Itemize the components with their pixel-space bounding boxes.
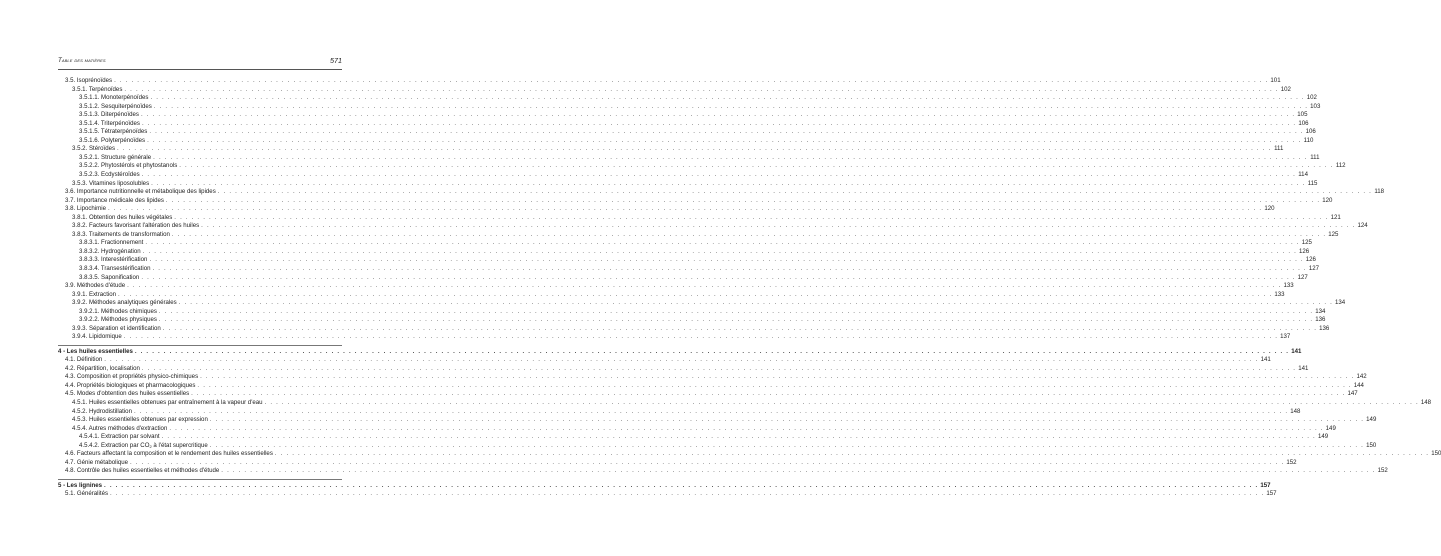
dot-leader: . . . . . . . . . . . . . . . . . . . . . . . . . . . . . . . . . . . . . . . . . . . . . . . . . . . . . . . . . . . . . . . . . . . . . . . . . . . . . . . . . . . . . . . . . . . . . . . . . . . . . . . . . . . . . . . . . . . . . . . . . . . . . . . . . . . . . . . . . . . . . . . . . . . . . . . . . . . . . . . . . . . . . . . . . . . . . . . . . . . . . . . . . . . . . . . . . . . . . . . .	[162, 324, 1318, 332]
toc-entry-page: 114	[1298, 171, 1308, 179]
dot-leader: . . . . . . . . . . . . . . . . . . . . . . . . . . . . . . . . . . . . . . . . . . . . . . . . . . . . . . . . . . . . . . . . . . . . . . . . . . . . . . . . . . . . . . . . . . . . . . . . . . . . . . . . . . . . . . . . . . . . . . . . . . . . . . . . . . . . . . . . . . . . . . . . . . . . . . . . . . . . . . . . . . . . . . . . . . . . . . . . . . . . . . . . . . . . . . . . . . . . . . . .	[179, 162, 1334, 170]
toc-entry-page: 112	[1335, 162, 1346, 170]
toc-entry[interactable]	[58, 441, 1377, 451]
toc-entry-label: 4.5.4.1. Extraction par solvant	[79, 433, 160, 441]
dot-leader: . . . . . . . . . . . . . . . . . . . . . . . . . . . . . . . . . . . . . . . . . . . . . . . . . . . . . . . . . . . . . . . . . . . . . . . . . . . . . . . . . . . . . . . . . . . . . . . . . . . . . . . . . . . . . . . . . . . . . . . . . . . . . . . . . . . . . . . . . . . . . . . . . . . . . . . . . . . . . . . . . . . . . . . . . . . . . . . . . . . . . . . . . . . . . . . . . . . . . . . .	[200, 373, 1355, 381]
toc-entry-page: 121	[1330, 213, 1341, 221]
dot-leader: . . . . . . . . . . . . . . . . . . . . . . . . . . . . . . . . . . . . . . . . . . . . . . . . . . . . . . . . . . . . . . . . . . . . . . . . . . . . . . . . . . . . . . . . . . . . . . . . . . . . . . . . . . . . . . . . . . . . . . . . . . . . . . . . . . . . . . . . . . . . . . . . . . . . . . . . . . . . . . . . . . . . . . . . . . . . . . . . . . . . . . . . . . . . . . . . . . . . . . . .	[130, 458, 1285, 466]
toc-entry[interactable]	[58, 162, 1346, 171]
dot-leader: . . . . . . . . . . . . . . . . . . . . . . . . . . . . . . . . . . . . . . . . . . . . . . . . . . . . . . . . . . . . . . . . . . . . . . . . . . . . . . . . . . . . . . . . . . . . . . . . . . . . . . . . . . . . . . . . . . . . . . . . . . . . . . . . . . . . . . . . . . . . . . . . . . . . . . . . . . . . . . . . . . . . . . . . . . . . . . . . . . . . . . . . . . . . . . . . . . . . . . . .	[134, 347, 1290, 355]
toc-entry-page: 142	[1356, 373, 1367, 381]
toc-entry-page: 147	[1347, 390, 1358, 398]
toc-entry[interactable]	[58, 364, 1309, 374]
toc-entry[interactable]	[58, 399, 1432, 408]
toc-entry[interactable]	[58, 230, 1339, 240]
toc-entry-page: 152	[1286, 458, 1297, 466]
toc-entry-label: 4.5. Modes d'obtention des huiles essentielles	[65, 390, 190, 398]
toc-entry-page: 103	[1310, 102, 1321, 110]
toc-entry[interactable]	[58, 490, 1277, 499]
dot-leader: . . . . . . . . . . . . . . . . . . . . . . . . . . . . . . . . . . . . . . . . . . . . . . . . . . . . . . . . . . . . . . . . . . . . . . . . . . . . . . . . . . . . . . . . . . . . . . . . . . . . . . . . . . . . . . . . . . . . . . . . . . . . . . . . . . . . . . . . . . . . . . . . . . . . . . . . . . . . . . . . . . . . . . . . . . . . . . . . . . . . . . . . . . . . . . . . . . . . . . . .	[191, 390, 1346, 398]
dot-leader: . . . . . . . . . . . . . . . . . . . . . . . . . . . . . . . . . . . . . . . . . . . . . . . . . . . . . . . . . . . . . . . . . . . . . . . . . . . . . . . . . . . . . . . . . . . . . . . . . . . . . . . . . . . . . . . . . . . . . . . . . . . . . . . . . . . . . . . . . . . . . . . . . . . . . . . . . . . . . . . . . . . . . . . . . . . . . . . . . . . . . . . . . . . . . . . . . . . . . . . .	[145, 239, 1300, 247]
dot-leader: . . . . . . . . . . . . . . . . . . . . . . . . . . . . . . . . . . . . . . . . . . . . . . . . . . . . . . . . . . . . . . . . . . . . . . . . . . . . . . . . . . . . . . . . . . . . . . . . . . . . . . . . . . . . . . . . . . . . . . . . . . . . . . . . . . . . . . . . . . . . . . . . . . . . . . . . . . . . . . . . . . . . . . . . . . . . . . . . . . . . . . . . . . . . . . . . . . . . . . . .	[114, 77, 1269, 84]
toc-entry-label: 3.5.2.1. Structure générale	[79, 153, 152, 161]
toc-entry-page: 127	[1297, 273, 1308, 281]
toc-entry-label: 4.2. Répartition, localisation	[65, 364, 140, 372]
dot-leader: . . . . . . . . . . . . . . . . . . . . . . . . . . . . . . . . . . . . . . . . . . . . . . . . . . . . . . . . . . . . . . . . . . . . . . . . . . . . . . . . . . . . . . . . . . . . . . . . . . . . . . . . . . . . . . . . . . . . . . . . . . . . . . . . . . . . . . . . . . . . . . . . . . . . . . . . . . . . . . . . . . . . . . . . . . . . . . . . . . . . . . . . . . . . . . . . . . . . . . . .	[217, 188, 1373, 196]
toc-entry-page: 120	[1322, 196, 1333, 204]
dot-leader: . . . . . . . . . . . . . . . . . . . . . . . . . . . . . . . . . . . . . . . . . . . . . . . . . . . . . . . . . . . . . . . . . . . . . . . . . . . . . . . . . . . . . . . . . . . . . . . . . . . . . . . . . . . . . . . . . . . . . . . . . . . . . . . . . . . . . . . . . . . . . . . . . . . . . . . . . . . . . . . . . . . . . . . . . . . . . . . . . . . . . . . . . . . . . . . . . . . . . . . .	[171, 230, 1327, 238]
toc-entry-page: 111	[1274, 145, 1284, 153]
toc-entry-page: 144	[1353, 381, 1364, 389]
toc-entry[interactable]	[58, 239, 1312, 248]
section-divider	[58, 345, 342, 346]
toc-entry-page: 133	[1274, 290, 1285, 298]
dot-leader: . . . . . . . . . . . . . . . . . . . . . . . . . . . . . . . . . . . . . . . . . . . . . . . . . . . . . . . . . . . . . . . . . . . . . . . . . . . . . . . . . . . . . . . . . . . . . . . . . . . . . . . . . . . . . . . . . . . . . . . . . . . . . . . . . . . . . . . . . . . . . . . . . . . . . . . . . . . . . . . . . . . . . . . . . . . . . . . . . . . . . . . . . . . . . . . . . . . . . . . .	[141, 119, 1297, 127]
toc-entry[interactable]	[58, 128, 1316, 137]
toc-entry-label: 3.9.1. Extraction	[72, 290, 117, 298]
toc-entry[interactable]	[58, 450, 1441, 459]
toc-entry-label: 4.1. Définition	[65, 356, 103, 364]
dot-leader: . . . . . . . . . . . . . . . . . . . . . . . . . . . . . . . . . . . . . . . . . . . . . . . . . . . . . . . . . . . . . . . . . . . . . . . . . . . . . . . . . . . . . . . . . . . . . . . . . . . . . . . . . . . . . . . . . . . . . . . . . . . . . . . . . . . . . . . . . . . . . . . . . . . . . . . . . . . . . . . . . . . . . . . . . . . . . . . . . . . . . . . . . . . . . . . . . . . . . . . .	[149, 128, 1304, 136]
dot-leader: . . . . . . . . . . . . . . . . . . . . . . . . . . . . . . . . . . . . . . . . . . . . . . . . . . . . . . . . . . . . . . . . . . . . . . . . . . . . . . . . . . . . . . . . . . . . . . . . . . . . . . . . . . . . . . . . . . . . . . . . . . . . . . . . . . . . . . . . . . . . . . . . . . . . . . . . . . . . . . . . . . . . . . . . . . . . . . . . . . . . . . . . . . . . . . . . . . . . . . . .	[201, 222, 1356, 230]
toc-entry-page: 148	[1420, 399, 1432, 407]
toc-entry-label: 4.3. Composition et propriétés physico-chimiques	[65, 373, 199, 381]
toc-entry-page: 149	[1366, 416, 1377, 424]
toc-entry-page: 102	[1280, 85, 1291, 93]
toc-entry[interactable]	[58, 458, 1297, 468]
toc-entry[interactable]	[58, 433, 1329, 442]
toc-entry-page: 152	[1377, 467, 1388, 475]
page-header	[58, 57, 342, 70]
toc-entry[interactable]	[58, 282, 1294, 291]
dot-leader: . . . . . . . . . . . . . . . . . . . . . . . . . . . . . . . . . . . . . . . . . . . . . . . . . . . . . . . . . . . . . . . . . . . . . . . . . . . . . . . . . . . . . . . . . . . . . . . . . . . . . . . . . . . . . . . . . . . . . . . . . . . . . . . . . . . . . . . . . . . . . . . . . . . . . . . . . . . . . . . . . . . . . . . . . . . . . . . . . . . . . . . . . . . . . . . . . . . . . . . .	[147, 136, 1302, 144]
toc-entry-label: 3.6. Importance nutritionnelle et métabolique des lipides	[65, 188, 216, 196]
running-title: Table des matières	[58, 57, 106, 64]
toc-entry-page: 141	[1260, 356, 1271, 364]
dot-leader: . . . . . . . . . . . . . . . . . . . . . . . . . . . . . . . . . . . . . . . . . . . . . . . . . . . . . . . . . . . . . . . . . . . . . . . . . . . . . . . . . . . . . . . . . . . . . . . . . . . . . . . . . . . . . . . . . . . . . . . . . . . . . . . . . . . . . . . . . . . . . . . . . . . . . . . . . . . . . . . . . . . . . . . . . . . . . . . . . . . . . . . . . . . . . . . . . . . . . . . .	[158, 307, 1314, 315]
toc-entry-page: 134	[1315, 307, 1326, 315]
toc-entry-page: 133	[1283, 282, 1294, 290]
toc-entry[interactable]	[58, 273, 1308, 283]
toc-chapter-entry[interactable]	[58, 347, 1302, 357]
toc-entry-label: 3.8.3.2. Hydrogénation	[79, 247, 141, 255]
toc-entry[interactable]	[58, 265, 1319, 274]
toc-entry[interactable]	[58, 307, 1326, 317]
dot-leader: . . . . . . . . . . . . . . . . . . . . . . . . . . . . . . . . . . . . . . . . . . . . . . . . . . . . . . . . . . . . . . . . . . . . . . . . . . . . . . . . . . . . . . . . . . . . . . . . . . . . . . . . . . . . . . . . . . . . . . . . . . . . . . . . . . . . . . . . . . . . . . . . . . . . . . . . . . . . . . . . . . . . . . . . . . . . . . . . . . . . . . . . . . . . . . . . . . . . . . . .	[274, 450, 1430, 458]
toc-entry-label-tail: à l'état supercritique	[151, 441, 208, 449]
section-divider	[58, 479, 342, 480]
toc-entry-label: 3.5.1.6. Polyterpénoïdes	[79, 136, 146, 144]
toc-entry-label: 4.6. Facteurs affectant la composition et le rendement des huiles essentielles	[65, 450, 273, 458]
toc-entry-label: 3.5.1.5. Tétraterpénoïdes	[79, 128, 148, 136]
toc-entry-page: 106	[1298, 119, 1309, 127]
toc-entry-label: 3.5.2.2. Phytostérols et phytostanols	[79, 162, 178, 170]
toc-entry-page: 102	[1306, 94, 1317, 102]
toc-entry-label: 3.5.3. Vitamines liposolubles	[72, 179, 150, 187]
toc-entry-page: 125	[1328, 230, 1339, 238]
dot-leader: . . . . . . . . . . . . . . . . . . . . . . . . . . . . . . . . . . . . . . . . . . . . . . . . . . . . . . . . . . . . . . . . . . . . . . . . . . . . . . . . . . . . . . . . . . . . . . . . . . . . . . . . . . . . . . . . . . . . . . . . . . . . . . . . . . . . . . . . . . . . . . . . . . . . . . . . . . . . . . . . . . . . . . . . . . . . . . . . . . . . . . . . . . . . . . . . . . . . . . . .	[104, 356, 1259, 364]
toc-entry-label: 3.5.1.1. Monoterpénoïdes	[79, 94, 149, 102]
toc-entry-page: 157	[1260, 481, 1271, 489]
dot-leader: . . . . . . . . . . . . . . . . . . . . . . . . . . . . . . . . . . . . . . . . . . . . . . . . . . . . . . . . . . . . . . . . . . . . . . . . . . . . . . . . . . . . . . . . . . . . . . . . . . . . . . . . . . . . . . . . . . . . . . . . . . . . . . . . . . . . . . . . . . . . . . . . . . . . . . . . . . . . . . . . . . . . . . . . . . . . . . . . . . . . . . . . . . . . . . . . . . . . . . . .	[161, 433, 1316, 441]
toc-entry-page: 150	[1431, 450, 1441, 458]
dot-leader: . . . . . . . . . . . . . . . . . . . . . . . . . . . . . . . . . . . . . . . . . . . . . . . . . . . . . . . . . . . . . . . . . . . . . . . . . . . . . . . . . . . . . . . . . . . . . . . . . . . . . . . . . . . . . . . . . . . . . . . . . . . . . . . . . . . . . . . . . . . . . . . . . . . . . . . . . . . . . . . . . . . . . . . . . . . . . . . . . . . . . . . . . . . . . . . . . . . . . . . .	[153, 102, 1309, 110]
toc-entry-label: 4.5.4.2. Extraction par $CO_2$ à l'état supercritique	[79, 441, 208, 449]
dot-leader: . . . . . . . . . . . . . . . . . . . . . . . . . . . . . . . . . . . . . . . . . . . . . . . . . . . . . . . . . . . . . . . . . . . . . . . . . . . . . . . . . . . . . . . . . . . . . . . . . . . . . . . . . . . . . . . . . . . . . . . . . . . . . . . . . . . . . . . . . . . . . . . . . . . . . . . . . . . . . . . . . . . . . . . . . . . . . . . . . . . . . . . . . . . . . . . . . . . . . . . .	[153, 153, 1308, 161]
toc-entry-label: 3.9.2.1. Méthodes chimiques	[79, 307, 157, 315]
dot-leader: . . . . . . . . . . . . . . . . . . . . . . . . . . . . . . . . . . . . . . . . . . . . . . . . . . . . . . . . . . . . . . . . . . . . . . . . . . . . . . . . . . . . . . . . . . . . . . . . . . . . . . . . . . . . . . . . . . . . . . . . . . . . . . . . . . . . . . . . . . . . . . . . . . . . . . . . . . . . . . . . . . . . . . . . . . . . . . . . . . . . . . . . . . . . . . . . . . . . . . . .	[150, 94, 1305, 102]
toc-entry[interactable]	[58, 247, 1310, 257]
toc-entry[interactable]	[58, 381, 1364, 391]
toc-entry-label: 3.8.2. Facteurs favorisant l'altération des huiles	[72, 222, 200, 230]
toc-entry[interactable]	[58, 316, 1326, 325]
dot-leader: . . . . . . . . . . . . . . . . . . . . . . . . . . . . . . . . . . . . . . . . . . . . . . . . . . . . . . . . . . . . . . . . . . . . . . . . . . . . . . . . . . . . . . . . . . . . . . . . . . . . . . . . . . . . . . . . . . . . . . . . . . . . . . . . . . . . . . . . . . . . . . . . . . . . . . . . . . . . . . . . . . . . . . . . . . . . . . . . . . . . . . . . . . . . . . . . . . . . . . . .	[118, 290, 1273, 298]
toc-entry-label: 3.5.1.2. Sesquiterpénoïdes	[79, 102, 152, 110]
toc-entry[interactable]	[58, 416, 1377, 425]
dot-leader: . . . . . . . . . . . . . . . . . . . . . . . . . . . . . . . . . . . . . . . . . . . . . . . . . . . . . . . . . . . . . . . . . . . . . . . . . . . . . . . . . . . . . . . . . . . . . . . . . . . . . . . . . . . . . . . . . . . . . . . . . . . . . . . . . . . . . . . . . . . . . . . . . . . . . . . . . . . . . . . . . . . . . . . . . . . . . . . . . . . . . . . . . . . . . . . . . . . . . . . .	[149, 256, 1304, 264]
toc-entry[interactable]	[58, 324, 1330, 334]
toc-chapter-entry[interactable]	[58, 481, 1271, 491]
toc-entry-page: 149	[1325, 424, 1336, 432]
toc-entry-page: 136	[1319, 324, 1330, 332]
dot-leader: . . . . . . . . . . . . . . . . . . . . . . . . . . . . . . . . . . . . . . . . . . . . . . . . . . . . . . . . . . . . . . . . . . . . . . . . . . . . . . . . . . . . . . . . . . . . . . . . . . . . . . . . . . . . . . . . . . . . . . . . . . . . . . . . . . . . . . . . . . . . . . . . . . . . . . . . . . . . . . . . . . . . . . . . . . . . . . . . . . . . . . . . . . . . . . . . . . . . . . . .	[197, 381, 1352, 389]
toc-entry-label: 4.5.2. Hydrodistillation	[72, 407, 132, 415]
toc-entry[interactable]	[58, 136, 1314, 146]
toc-entry-label: 4.5.4. Autres méthodes d'extraction	[72, 424, 168, 432]
toc-entry-label: 3.8.3.4. Transestérification	[79, 265, 151, 273]
toc-entry[interactable]	[58, 85, 1291, 95]
toc-entry-label: 4.5.1. Huiles essentielles obtenues par entraînement à la vapeur d'eau	[72, 399, 263, 407]
dot-leader: . . . . . . . . . . . . . . . . . . . . . . . . . . . . . . . . . . . . . . . . . . . . . . . . . . . . . . . . . . . . . . . . . . . . . . . . . . . . . . . . . . . . . . . . . . . . . . . . . . . . . . . . . . . . . . . . . . . . . . . . . . . . . . . . . . . . . . . . . . . . . . . . . . . . . . . . . . . . . . . . . . . . . . . . . . . . . . . . . . . . . . . . . . . . . . . . . . . . . . . .	[141, 273, 1296, 281]
toc-entry-subscript: 2	[149, 443, 152, 449]
toc-entry-page: 101	[1270, 77, 1281, 84]
dot-leader: . . . . . . . . . . . . . . . . . . . . . . . . . . . . . . . . . . . . . . . . . . . . . . . . . . . . . . . . . . . . . . . . . . . . . . . . . . . . . . . . . . . . . . . . . . . . . . . . . . . . . . . . . . . . . . . . . . . . . . . . . . . . . . . . . . . . . . . . . . . . . . . . . . . . . . . . . . . . . . . . . . . . . . . . . . . . . . . . . . . . . . . . . . . . . . . . . . . . . . . .	[178, 299, 1334, 307]
toc-entry-page: 125	[1301, 239, 1312, 247]
toc-entry-label: 3.5.1. Terpénoïdes	[72, 85, 123, 93]
toc-entry-label: 3.8.3. Traitements de transformation	[72, 230, 170, 238]
toc-entry-label: 4.8. Contrôle des huiles essentielles et méthodes d'étude	[65, 467, 220, 475]
toc-entry-label: 3.8. Lipochimie	[65, 205, 106, 213]
toc-entry-label: 5 - Les lignines	[58, 481, 103, 489]
dot-leader: . . . . . . . . . . . . . . . . . . . . . . . . . . . . . . . . . . . . . . . . . . . . . . . . . . . . . . . . . . . . . . . . . . . . . . . . . . . . . . . . . . . . . . . . . . . . . . . . . . . . . . . . . . . . . . . . . . . . . . . . . . . . . . . . . . . . . . . . . . . . . . . . . . . . . . . . . . . . . . . . . . . . . . . . . . . . . . . . . . . . . . . . . . . . . . . . . . . . . . . .	[108, 205, 1263, 213]
toc-entry-page: 157	[1266, 490, 1277, 498]
toc-entry[interactable]	[58, 111, 1308, 120]
toc-entry-label: 3.9.2.2. Méthodes physiques	[79, 316, 157, 324]
toc-entry-page: 141	[1291, 347, 1302, 355]
toc-entry[interactable]	[58, 171, 1308, 180]
toc-entry-page: 118	[1374, 188, 1385, 196]
toc-entry-page: 127	[1308, 265, 1319, 273]
dot-leader: . . . . . . . . . . . . . . . . . . . . . . . . . . . . . . . . . . . . . . . . . . . . . . . . . . . . . . . . . . . . . . . . . . . . . . . . . . . . . . . . . . . . . . . . . . . . . . . . . . . . . . . . . . . . . . . . . . . . . . . . . . . . . . . . . . . . . . . . . . . . . . . . . . . . . . . . . . . . . . . . . . . . . . . . . . . . . . . . . . . . . . . . . . . . . . . . . . . . . . . .	[140, 111, 1296, 119]
toc-entry-label: 3.8.1. Obtention des huiles végétales	[72, 213, 173, 221]
dot-leader: . . . . . . . . . . . . . . . . . . . . . . . . . . . . . . . . . . . . . . . . . . . . . . . . . . . . . . . . . . . . . . . . . . . . . . . . . . . . . . . . . . . . . . . . . . . . . . . . . . . . . . . . . . . . . . . . . . . . . . . . . . . . . . . . . . . . . . . . . . . . . . . . . . . . . . . . . . . . . . . . . . . . . . . . . . . . . . . . . . . . . . . . . . . . . . . . . . . . . . . .	[264, 399, 1419, 407]
toc-entry[interactable]	[58, 290, 1285, 300]
toc-entry[interactable]	[58, 213, 1341, 223]
toc-entry-label: 3.8.3.1. Fractionnement	[79, 239, 144, 247]
dot-leader: . . . . . . . . . . . . . . . . . . . . . . . . . . . . . . . . . . . . . . . . . . . . . . . . . . . . . . . . . . . . . . . . . . . . . . . . . . . . . . . . . . . . . . . . . . . . . . . . . . . . . . . . . . . . . . . . . . . . . . . . . . . . . . . . . . . . . . . . . . . . . . . . . . . . . . . . . . . . . . . . . . . . . . . . . . . . . . . . . . . . . . . . . . . . . . . . . . . . . . . .	[142, 247, 1297, 255]
dot-leader: . . . . . . . . . . . . . . . . . . . . . . . . . . . . . . . . . . . . . . . . . . . . . . . . . . . . . . . . . . . . . . . . . . . . . . . . . . . . . . . . . . . . . . . . . . . . . . . . . . . . . . . . . . . . . . . . . . . . . . . . . . . . . . . . . . . . . . . . . . . . . . . . . . . . . . . . . . . . . . . . . . . . . . . . . . . . . . . . . . . . . . . . . . . . . . . . . . . . . . . .	[209, 441, 1365, 449]
dot-leader: . . . . . . . . . . . . . . . . . . . . . . . . . . . . . . . . . . . . . . . . . . . . . . . . . . . . . . . . . . . . . . . . . . . . . . . . . . . . . . . . . . . . . . . . . . . . . . . . . . . . . . . . . . . . . . . . . . . . . . . . . . . . . . . . . . . . . . . . . . . . . . . . . . . . . . . . . . . . . . . . . . . . . . . . . . . . . . . . . . . . . . . . . . . . . . . . . . . . . . . .	[209, 416, 1365, 424]
table-of-contents	[58, 77, 1441, 499]
toc-entry[interactable]	[58, 205, 1275, 214]
toc-entry-page: 124	[1357, 222, 1368, 230]
toc-entry[interactable]	[58, 153, 1320, 163]
toc-entry[interactable]	[58, 102, 1321, 112]
toc-entry[interactable]	[58, 390, 1358, 399]
page-number: 571	[330, 56, 342, 65]
dot-leader: . . . . . . . . . . . . . . . . . . . . . . . . . . . . . . . . . . . . . . . . . . . . . . . . . . . . . . . . . . . . . . . . . . . . . . . . . . . . . . . . . . . . . . . . . . . . . . . . . . . . . . . . . . . . . . . . . . . . . . . . . . . . . . . . . . . . . . . . . . . . . . . . . . . . . . . . . . . . . . . . . . . . . . . . . . . . . . . . . . . . . . . . . . . . . . . . . . . . . . . .	[124, 85, 1279, 93]
toc-entry-page: 110	[1303, 136, 1314, 144]
toc-entry-label: 4.7. Génie métabolique	[65, 458, 129, 466]
dot-leader: . . . . . . . . . . . . . . . . . . . . . . . . . . . . . . . . . . . . . . . . . . . . . . . . . . . . . . . . . . . . . . . . . . . . . . . . . . . . . . . . . . . . . . . . . . . . . . . . . . . . . . . . . . . . . . . . . . . . . . . . . . . . . . . . . . . . . . . . . . . . . . . . . . . . . . . . . . . . . . . . . . . . . . . . . . . . . . . . . . . . . . . . . . . . . . . . . . . . . . . .	[152, 265, 1307, 273]
toc-entry-page: 126	[1299, 247, 1310, 255]
dot-leader: . . . . . . . . . . . . . . . . . . . . . . . . . . . . . . . . . . . . . . . . . . . . . . . . . . . . . . . . . . . . . . . . . . . . . . . . . . . . . . . . . . . . . . . . . . . . . . . . . . . . . . . . . . . . . . . . . . . . . . . . . . . . . . . . . . . . . . . . . . . . . . . . . . . . . . . . . . . . . . . . . . . . . . . . . . . . . . . . . . . . . . . . . . . . . . . . . . . . . . . .	[158, 316, 1314, 324]
toc-entry[interactable]	[58, 77, 1281, 86]
toc-entry-page: 111	[1310, 153, 1320, 161]
toc-entry-label: 4.5.3. Huiles essentielles obtenues par expression	[72, 416, 208, 424]
toc-entry-label: 3.9. Méthodes d'étude	[65, 282, 126, 290]
toc-entry-page: 120	[1264, 205, 1275, 213]
toc-entry-page: 105	[1297, 111, 1308, 119]
dot-leader: . . . . . . . . . . . . . . . . . . . . . . . . . . . . . . . . . . . . . . . . . . . . . . . . . . . . . . . . . . . . . . . . . . . . . . . . . . . . . . . . . . . . . . . . . . . . . . . . . . . . . . . . . . . . . . . . . . . . . . . . . . . . . . . . . . . . . . . . . . . . . . . . . . . . . . . . . . . . . . . . . . . . . . . . . . . . . . . . . . . . . . . . . . . . . . . . . . . . . . . .	[141, 171, 1296, 179]
toc-entry[interactable]	[58, 145, 1284, 154]
toc-entry-label: 3.5.2.3. Ecdystéroïdes	[79, 171, 140, 179]
toc-entry-page: 106	[1305, 128, 1316, 136]
toc-entry-label: 3.7. Importance médicale des lipides	[65, 196, 164, 204]
toc-entry-label: 3.5. Isoprénoïdes	[65, 77, 113, 84]
dot-leader: . . . . . . . . . . . . . . . . . . . . . . . . . . . . . . . . . . . . . . . . . . . . . . . . . . . . . . . . . . . . . . . . . . . . . . . . . . . . . . . . . . . . . . . . . . . . . . . . . . . . . . . . . . . . . . . . . . . . . . . . . . . . . . . . . . . . . . . . . . . . . . . . . . . . . . . . . . . . . . . . . . . . . . . . . . . . . . . . . . . . . . . . . . . . . . . . . . . . . . . .	[110, 490, 1265, 498]
toc-entry-page: 134	[1335, 299, 1346, 307]
toc-entry-page: 115	[1307, 179, 1318, 187]
toc-entry[interactable]	[58, 373, 1367, 382]
toc-entry-label: 3.5.1.3. Diterpénoïdes	[79, 111, 139, 119]
toc-entry-page: 150	[1366, 441, 1377, 449]
toc-entry[interactable]	[58, 94, 1317, 103]
toc-entry-page: 136	[1315, 316, 1326, 324]
toc-entry[interactable]	[58, 119, 1309, 129]
toc-entry-label: 3.9.4. Lipidomique	[72, 333, 122, 341]
toc-entry[interactable]	[58, 333, 1291, 342]
dot-leader: . . . . . . . . . . . . . . . . . . . . . . . . . . . . . . . . . . . . . . . . . . . . . . . . . . . . . . . . . . . . . . . . . . . . . . . . . . . . . . . . . . . . . . . . . . . . . . . . . . . . . . . . . . . . . . . . . . . . . . . . . . . . . . . . . . . . . . . . . . . . . . . . . . . . . . . . . . . . . . . . . . . . . . . . . . . . . . . . . . . . . . . . . . . . . . . . . . . . . . . .	[221, 467, 1376, 475]
toc-entry[interactable]	[58, 467, 1388, 476]
dot-leader: . . . . . . . . . . . . . . . . . . . . . . . . . . . . . . . . . . . . . . . . . . . . . . . . . . . . . . . . . . . . . . . . . . . . . . . . . . . . . . . . . . . . . . . . . . . . . . . . . . . . . . . . . . . . . . . . . . . . . . . . . . . . . . . . . . . . . . . . . . . . . . . . . . . . . . . . . . . . . . . . . . . . . . . . . . . . . . . . . . . . . . . . . . . . . . . . . . . . . . . .	[127, 282, 1282, 290]
dot-leader: . . . . . . . . . . . . . . . . . . . . . . . . . . . . . . . . . . . . . . . . . . . . . . . . . . . . . . . . . . . . . . . . . . . . . . . . . . . . . . . . . . . . . . . . . . . . . . . . . . . . . . . . . . . . . . . . . . . . . . . . . . . . . . . . . . . . . . . . . . . . . . . . . . . . . . . . . . . . . . . . . . . . . . . . . . . . . . . . . . . . . . . . . . . . . . . . . . . . . . . .	[151, 179, 1306, 187]
toc-entry[interactable]	[58, 196, 1333, 206]
toc-entry[interactable]	[58, 407, 1301, 417]
toc-entry-page: 141	[1298, 364, 1309, 372]
toc-entry-label: 3.9.2. Méthodes analytiques générales	[72, 299, 177, 307]
dot-leader: . . . . . . . . . . . . . . . . . . . . . . . . . . . . . . . . . . . . . . . . . . . . . . . . . . . . . . . . . . . . . . . . . . . . . . . . . . . . . . . . . . . . . . . . . . . . . . . . . . . . . . . . . . . . . . . . . . . . . . . . . . . . . . . . . . . . . . . . . . . . . . . . . . . . . . . . . . . . . . . . . . . . . . . . . . . . . . . . . . . . . . . . . . . . . . . . . . . . . . . .	[117, 145, 1272, 153]
toc-entry-label: 5.1. Généralités	[65, 490, 109, 498]
dot-leader: . . . . . . . . . . . . . . . . . . . . . . . . . . . . . . . . . . . . . . . . . . . . . . . . . . . . . . . . . . . . . . . . . . . . . . . . . . . . . . . . . . . . . . . . . . . . . . . . . . . . . . . . . . . . . . . . . . . . . . . . . . . . . . . . . . . . . . . . . . . . . . . . . . . . . . . . . . . . . . . . . . . . . . . . . . . . . . . . . . . . . . . . . . . . . . . . . . . . . . . .	[104, 481, 1259, 489]
toc-entry-label: 3.5.2. Stéroïdes	[72, 145, 116, 153]
toc-entry-label: 4 - Les huiles essentielles	[58, 347, 133, 355]
dot-leader: . . . . . . . . . . . . . . . . . . . . . . . . . . . . . . . . . . . . . . . . . . . . . . . . . . . . . . . . . . . . . . . . . . . . . . . . . . . . . . . . . . . . . . . . . . . . . . . . . . . . . . . . . . . . . . . . . . . . . . . . . . . . . . . . . . . . . . . . . . . . . . . . . . . . . . . . . . . . . . . . . . . . . . . . . . . . . . . . . . . . . . . . . . . . . . . . . . . . . . . .	[141, 364, 1297, 372]
dot-leader: . . . . . . . . . . . . . . . . . . . . . . . . . . . . . . . . . . . . . . . . . . . . . . . . . . . . . . . . . . . . . . . . . . . . . . . . . . . . . . . . . . . . . . . . . . . . . . . . . . . . . . . . . . . . . . . . . . . . . . . . . . . . . . . . . . . . . . . . . . . . . . . . . . . . . . . . . . . . . . . . . . . . . . . . . . . . . . . . . . . . . . . . . . . . . . . . . . . . . . . .	[123, 333, 1279, 341]
dot-leader: . . . . . . . . . . . . . . . . . . . . . . . . . . . . . . . . . . . . . . . . . . . . . . . . . . . . . . . . . . . . . . . . . . . . . . . . . . . . . . . . . . . . . . . . . . . . . . . . . . . . . . . . . . . . . . . . . . . . . . . . . . . . . . . . . . . . . . . . . . . . . . . . . . . . . . . . . . . . . . . . . . . . . . . . . . . . . . . . . . . . . . . . . . . . . . . . . . . . . . . .	[174, 213, 1329, 221]
toc-entry[interactable]	[58, 299, 1346, 308]
toc-entry-page: 149	[1317, 433, 1329, 441]
dot-leader: . . . . . . . . . . . . . . . . . . . . . . . . . . . . . . . . . . . . . . . . . . . . . . . . . . . . . . . . . . . . . . . . . . . . . . . . . . . . . . . . . . . . . . . . . . . . . . . . . . . . . . . . . . . . . . . . . . . . . . . . . . . . . . . . . . . . . . . . . . . . . . . . . . . . . . . . . . . . . . . . . . . . . . . . . . . . . . . . . . . . . . . . . . . . . . . . . . . . . . . .	[169, 424, 1324, 432]
toc-entry[interactable]	[58, 256, 1316, 265]
dot-leader: . . . . . . . . . . . . . . . . . . . . . . . . . . . . . . . . . . . . . . . . . . . . . . . . . . . . . . . . . . . . . . . . . . . . . . . . . . . . . . . . . . . . . . . . . . . . . . . . . . . . . . . . . . . . . . . . . . . . . . . . . . . . . . . . . . . . . . . . . . . . . . . . . . . . . . . . . . . . . . . . . . . . . . . . . . . . . . . . . . . . . . . . . . . . . . . . . . . . . . . .	[133, 407, 1289, 415]
toc-entry-label: 3.8.3.5. Saponification	[79, 273, 140, 281]
toc-entry-page: 137	[1280, 333, 1291, 341]
dot-leader: . . . . . . . . . . . . . . . . . . . . . . . . . . . . . . . . . . . . . . . . . . . . . . . . . . . . . . . . . . . . . . . . . . . . . . . . . . . . . . . . . . . . . . . . . . . . . . . . . . . . . . . . . . . . . . . . . . . . . . . . . . . . . . . . . . . . . . . . . . . . . . . . . . . . . . . . . . . . . . . . . . . . . . . . . . . . . . . . . . . . . . . . . . . . . . . . . . . . . . . .	[165, 196, 1321, 204]
toc-entry-page: 148	[1290, 407, 1301, 415]
toc-entry-label: 4.4. Propriétés biologiques et pharmacologiques	[65, 381, 196, 389]
toc-entry-label: 3.8.3.3. Interestérification	[79, 256, 148, 264]
toc-entry-page: 126	[1305, 256, 1316, 264]
toc-entry-label: 3.5.1.4. Triterpénoïdes	[79, 119, 140, 127]
toc-entry[interactable]	[58, 356, 1271, 365]
toc-entry-label: 3.9.3. Séparation et identification	[72, 324, 161, 332]
toc-entry[interactable]	[58, 179, 1318, 189]
toc-entry[interactable]	[58, 222, 1368, 231]
toc-entry[interactable]	[58, 424, 1336, 434]
toc-entry[interactable]	[58, 188, 1385, 197]
